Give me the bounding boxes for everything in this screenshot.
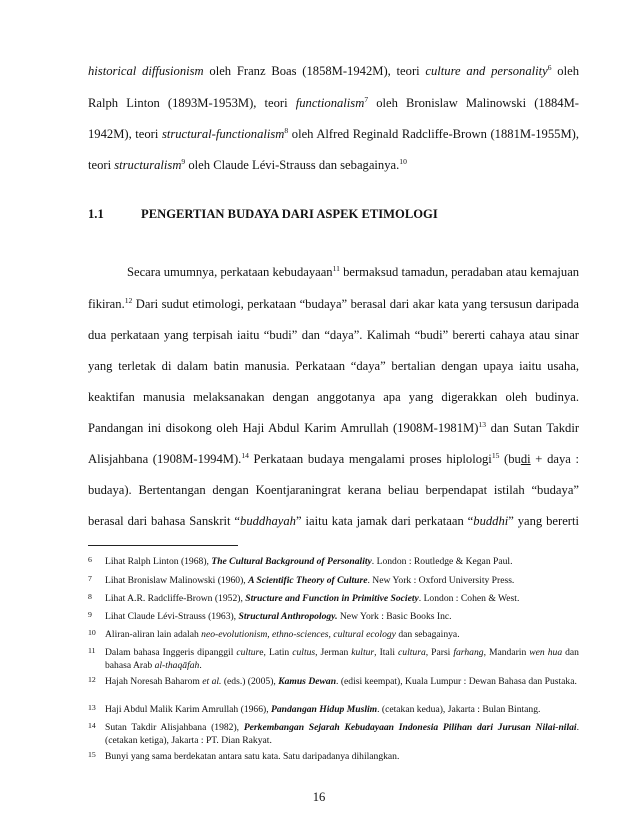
- footnote-13: 13 Haji Abdul Malik Karim Amrullah (1966), Pandangan Hidup Muslim. (cetakan kedua), Jakarta : Bulan Bintang.: [88, 703, 541, 715]
- body-line-4: teori structuralism$^9$ oleh Claude Lévi-Strauss dan sebagainya.$^{10}$: [88, 157, 407, 172]
- para-line-7: Alisjahbana (1908M-1994M).$^{14}$ Perkataan budaya mengalami proses hiplologi$^{15}$ (budi + daya :: [88, 451, 579, 466]
- page-number: 16: [312, 790, 326, 804]
- footnote-separator: [88, 545, 238, 546]
- para-line-8: budaya). Bertentangan dengan Koentjaraningrat kerana beliau berpendapat istilah “budaya”: [88, 483, 579, 497]
- footnote-12: 12 Hajah Noresah Baharom et al. (eds.) (2005), Kamus Dewan. (edisi keempat), Kuala Lumpur : Dewan Bahasa dan Pustaka.: [88, 675, 577, 687]
- para-line-6: Pandangan ini disokong oleh Haji Abdul Karim Amrullah $(1908M-1981M)^{13}$ dan Sutan Takdir: [88, 420, 580, 435]
- para-line-5: keaktifan manusia melaksanakan dengan anggotanya apa yang digerakkan oleh budinya.: [88, 390, 579, 404]
- body-line-2: Ralph Linton (1893M-1953M), teori functionalism$^7$ oleh Bronislaw Malinowski (1884M-: [88, 95, 579, 110]
- footnote-15: 15 Bunyi yang sama berdekatan antara satu kata. Satu daripadanya dihilangkan.: [88, 750, 400, 762]
- section-number: 1.1: [88, 207, 104, 221]
- footnote-6: 6 Lihat Ralph Linton (1968), The Cultural Background of Personality. London : Routledge & Kegan Paul.: [88, 555, 513, 567]
- footnote-14: 14 Sutan Takdir Alisjahbana (1982), Perkembangan Sejarah Kebudayaan Indonesia Pilihan dari Jurusan Nilai-nilai. (cetakan ketiga), Jakarta : PT. Dian Rakyat.: [88, 721, 579, 746]
- para-line-2: fikiran.$^{12}$ Dari sudut etimologi, perkataan “budaya” berasal dari akar kata yang tersusun daripada: [88, 296, 579, 311]
- body-line-3: 1942M), teori structural-functionalism$^8$ oleh Alfred Reginald Radcliffe-Brown (1881M-1955M),: [88, 126, 579, 141]
- para-line-9: berasal dari bahasa Sanskrit “buddhayah” iaitu kata jamak dari perkataan “buddhi” yang bererti: [88, 514, 579, 528]
- para-line-3: dua perkataan yang terpisah iaitu “budi” dan “daya”. Kalimah “budi” bererti cahaya atau sinar: [88, 328, 579, 342]
- para-line-1: Secara umumnya, perkataan kebudayaan$^{11}$ bermaksud tamadun, peradaban atau kemajuan: [127, 264, 580, 279]
- footnote-7: 7 Lihat Bronislaw Malinowski (1960), A Scientific Theory of Culture. New York : Oxford University Press.: [88, 574, 515, 586]
- footnote-11: 11 Dalam bahasa Inggeris dipanggil culture, Latin cultus, Jerman kultur, Itali cultura, Parsi farhang, Mandarin wen hua dan bahasa Arab al-thaqāfah.: [88, 646, 579, 671]
- footnote-10: 10 Aliran-aliran lain adalah neo-evolutionism, ethno-sciences, cultural ecology dan sebagainya.: [88, 628, 460, 640]
- body-line-1: historical diffusionism oleh Franz Boas (1858M-1942M), teori culture and personality$^6$ oleh: [88, 63, 579, 78]
- footnote-9: 9 Lihat Claude Lévi-Strauss (1963), Structural Anthropology. New York : Basic Books Inc.: [88, 610, 452, 622]
- para-line-4: yang terletak di dalam batin manusia. Perkataan “daya” bertalian dengan upaya iaitu usaha,: [88, 359, 579, 373]
- section-heading: [88, 207, 438, 222]
- section-title: PENGERTIAN BUDAYA DARI ASPEK ETIMOLOGI: [141, 207, 438, 221]
- footnote-8: 8 Lihat A.R. Radcliffe-Brown (1952), Structure and Function in Primitive Society. London : Cohen & West.: [88, 592, 520, 604]
